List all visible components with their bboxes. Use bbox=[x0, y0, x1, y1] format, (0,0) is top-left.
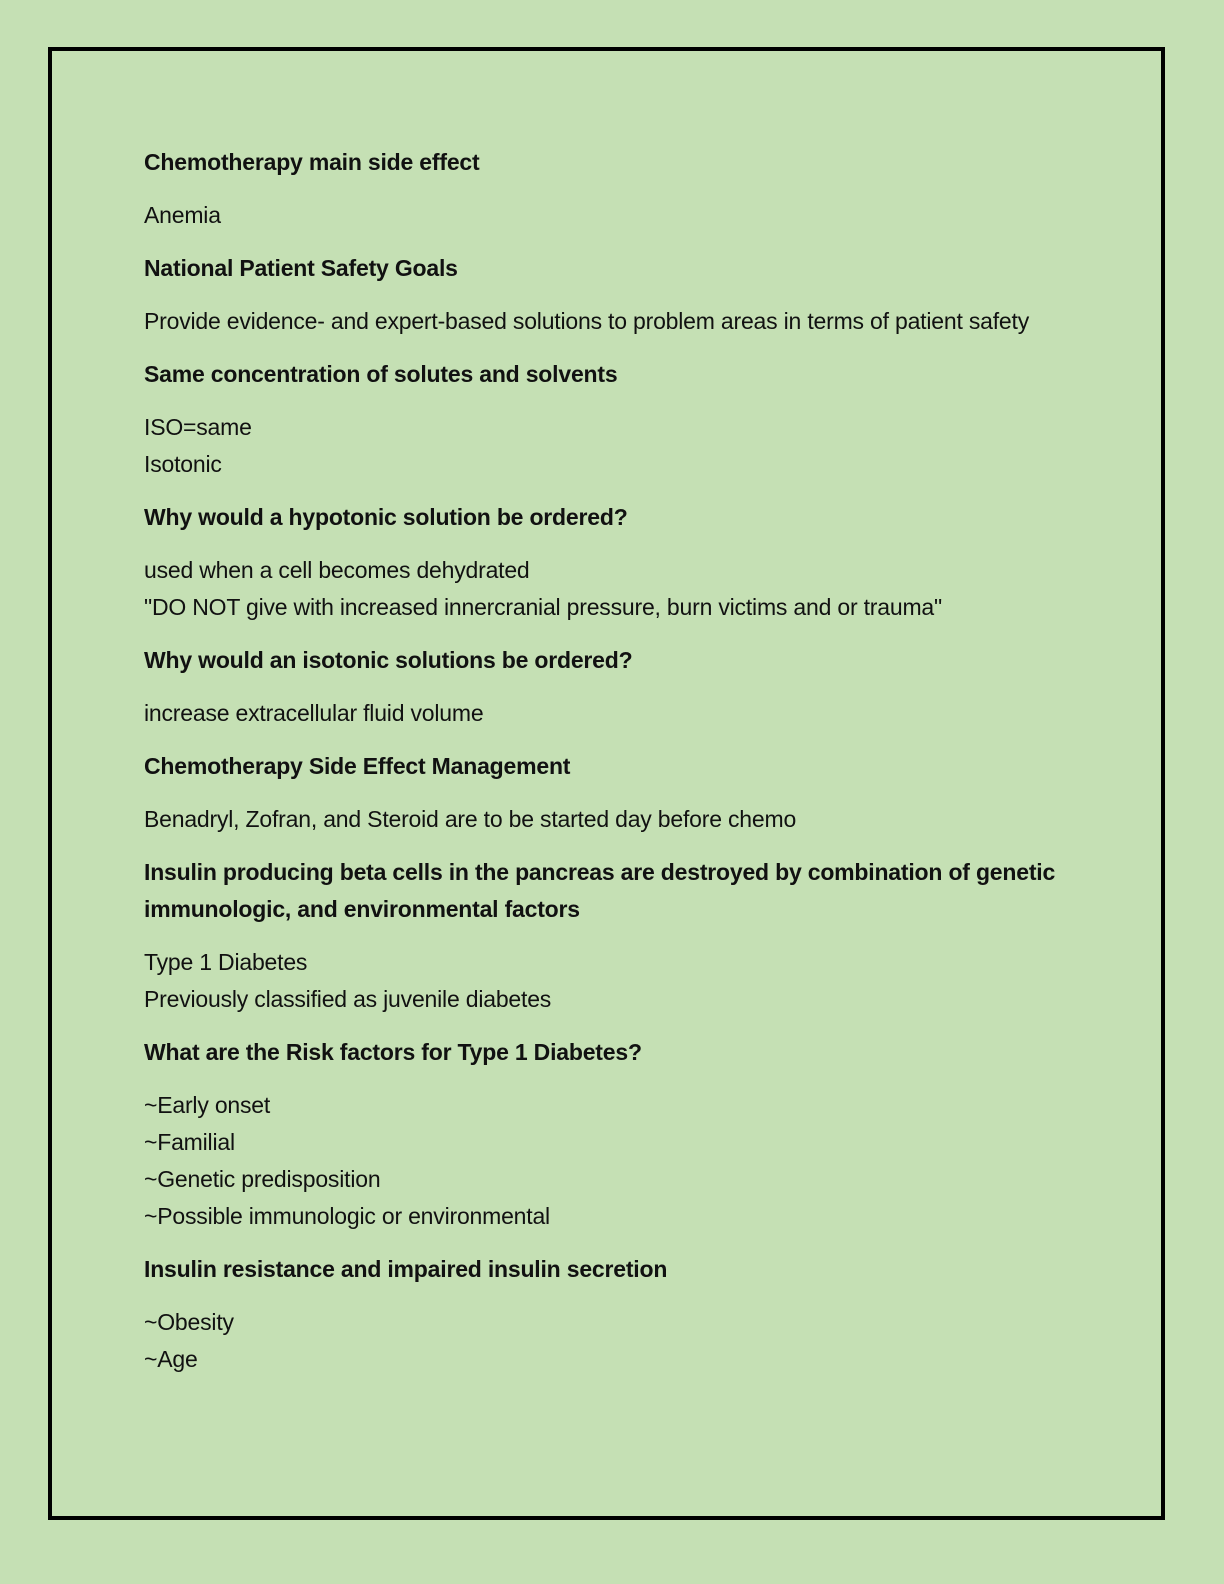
flashcard bbox=[144, 144, 1084, 234]
card-definition bbox=[144, 303, 1084, 340]
definition-line: Provide evidence- and expert-based solutions to problem areas in terms of patient safety bbox=[144, 308, 1030, 334]
card-term: National Patient Safety Goals bbox=[144, 255, 458, 281]
flashcard-list bbox=[144, 144, 1084, 1394]
card-definition bbox=[144, 552, 1084, 626]
definition-line: Previously classified as juvenile diabetes bbox=[144, 986, 552, 1012]
definition-line: ~Age bbox=[144, 1346, 198, 1372]
definition-line: ~Obesity bbox=[144, 1309, 234, 1335]
flashcard bbox=[144, 1251, 1084, 1378]
card-term: Insulin resistance and impaired insulin secretion bbox=[144, 1256, 668, 1282]
flashcard bbox=[144, 642, 1084, 732]
card-term: Chemotherapy main side effect bbox=[144, 149, 480, 175]
card-definition bbox=[144, 801, 1084, 838]
definition-line: ~Genetic predisposition bbox=[144, 1166, 381, 1192]
card-definition bbox=[144, 409, 1084, 483]
card-term: Why would a hypotonic solution be ordered? bbox=[144, 504, 628, 530]
definition-line: Benadryl, Zofran, and Steroid are to be started day before chemo bbox=[144, 806, 797, 832]
definition-line: "DO NOT give with increased innercranial pressure, burn victims and or trauma" bbox=[144, 594, 942, 620]
definition-line: ~Possible immunologic or environmental bbox=[144, 1203, 550, 1229]
card-definition bbox=[144, 1087, 1084, 1235]
flashcard bbox=[144, 499, 1084, 626]
definition-line: Isotonic bbox=[144, 451, 222, 477]
flashcard bbox=[144, 854, 1084, 1018]
flashcard bbox=[144, 250, 1084, 340]
definition-line: ISO=same bbox=[144, 414, 252, 440]
card-definition bbox=[144, 197, 1084, 234]
definition-line: Type 1 Diabetes bbox=[144, 949, 308, 975]
card-term: What are the Risk factors for Type 1 Diabetes? bbox=[144, 1039, 642, 1065]
card-term: Why would an isotonic solutions be ordered? bbox=[144, 647, 633, 673]
card-term: Insulin producing beta cells in the pancreas are destroyed by combination of genetic immunologic, and environmental factors bbox=[144, 859, 1056, 922]
definition-line: increase extracellular fluid volume bbox=[144, 700, 484, 726]
flashcard bbox=[144, 1034, 1084, 1235]
card-definition bbox=[144, 1304, 1084, 1378]
definition-line: ~Early onset bbox=[144, 1092, 271, 1118]
definition-line: used when a cell becomes dehydrated bbox=[144, 557, 530, 583]
card-term: Chemotherapy Side Effect Management bbox=[144, 753, 571, 779]
card-term: Same concentration of solutes and solvents bbox=[144, 361, 618, 387]
card-definition bbox=[144, 695, 1084, 732]
definition-line: ~Familial bbox=[144, 1129, 235, 1155]
definition-line: Anemia bbox=[144, 202, 221, 228]
flashcard bbox=[144, 356, 1084, 483]
flashcard bbox=[144, 748, 1084, 838]
card-definition bbox=[144, 944, 1084, 1018]
